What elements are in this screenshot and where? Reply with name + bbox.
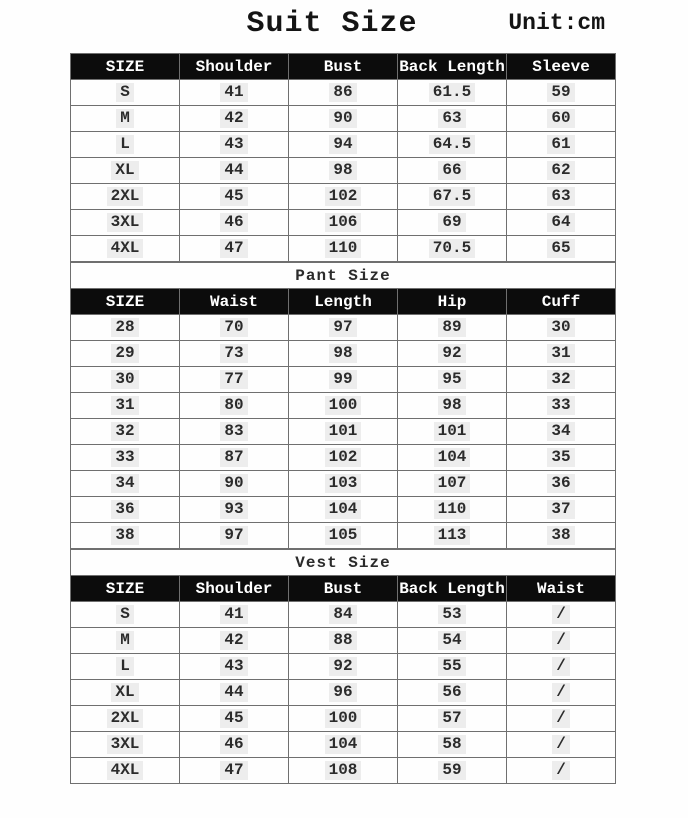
table-row — [71, 523, 616, 549]
cell-value: 46 — [220, 735, 247, 754]
cell — [398, 341, 507, 367]
cell-value: 73 — [220, 344, 247, 363]
cell — [71, 158, 180, 184]
table-row — [71, 158, 616, 184]
cell — [180, 523, 289, 549]
cell-value: 104 — [325, 500, 362, 519]
cell — [507, 732, 616, 758]
cell-value: / — [552, 657, 570, 676]
cell — [398, 106, 507, 132]
cell-value: 87 — [220, 448, 247, 467]
cell — [398, 758, 507, 784]
table-row — [71, 341, 616, 367]
table-row — [71, 80, 616, 106]
cell — [180, 419, 289, 445]
page-title: Suit Size — [246, 7, 418, 41]
cell — [289, 628, 398, 654]
cell-value: 41 — [220, 83, 247, 102]
cell — [71, 419, 180, 445]
cell — [289, 341, 398, 367]
cell-value: 92 — [329, 657, 356, 676]
cell — [180, 80, 289, 106]
cell-value: 57 — [438, 709, 465, 728]
cell-value: 42 — [220, 631, 247, 650]
cell — [180, 680, 289, 706]
cell — [180, 732, 289, 758]
cell-value: 88 — [329, 631, 356, 650]
column-header: Bust — [289, 54, 398, 80]
table-row — [71, 471, 616, 497]
cell — [71, 132, 180, 158]
table-title: Vest Size — [71, 550, 616, 576]
cell — [398, 132, 507, 158]
cell-value: 37 — [547, 500, 574, 519]
table-row — [71, 419, 616, 445]
cell-value: 86 — [329, 83, 356, 102]
cell-value: 80 — [220, 396, 247, 415]
column-header: Hip — [398, 289, 507, 315]
cell — [507, 236, 616, 262]
cell-value: 100 — [325, 709, 362, 728]
cell-value: 110 — [434, 500, 471, 519]
table-row — [71, 367, 616, 393]
cell-value: XL — [111, 161, 138, 180]
cell-value: / — [552, 605, 570, 624]
cell — [507, 158, 616, 184]
suit-size-table — [70, 53, 616, 262]
cell — [289, 419, 398, 445]
cell-value: 84 — [329, 605, 356, 624]
cell — [289, 132, 398, 158]
cell-value: 59 — [438, 761, 465, 780]
cell — [71, 236, 180, 262]
cell-value: 92 — [438, 344, 465, 363]
cell — [398, 393, 507, 419]
cell-value: 83 — [220, 422, 247, 441]
table-row — [71, 106, 616, 132]
cell-value: 105 — [325, 526, 362, 545]
cell-value: 97 — [329, 318, 356, 337]
cell-value: 41 — [220, 605, 247, 624]
cell-value: 95 — [438, 370, 465, 389]
cell — [289, 158, 398, 184]
cell-value: 64.5 — [429, 135, 475, 154]
column-header: Back Length — [398, 576, 507, 602]
column-header: Waist — [180, 289, 289, 315]
table-row — [71, 680, 616, 706]
cell — [71, 602, 180, 628]
cell — [507, 184, 616, 210]
cell-value: 58 — [438, 735, 465, 754]
cell — [507, 80, 616, 106]
tables-container — [70, 53, 616, 784]
cell-value: 110 — [325, 239, 362, 258]
cell-value: 60 — [547, 109, 574, 128]
cell-value: 63 — [438, 109, 465, 128]
cell-value: 94 — [329, 135, 356, 154]
cell — [507, 210, 616, 236]
cell-value: 32 — [111, 422, 138, 441]
cell — [180, 367, 289, 393]
column-header: SIZE — [71, 289, 180, 315]
cell — [398, 367, 507, 393]
cell — [71, 497, 180, 523]
cell-value: 35 — [547, 448, 574, 467]
cell — [71, 315, 180, 341]
cell-value: 43 — [220, 135, 247, 154]
cell-value: 63 — [547, 187, 574, 206]
cell-value: 36 — [111, 500, 138, 519]
cell — [398, 732, 507, 758]
cell — [398, 628, 507, 654]
cell-value: 62 — [547, 161, 574, 180]
cell — [289, 367, 398, 393]
header-row — [71, 54, 616, 80]
cell — [398, 315, 507, 341]
column-header: Length — [289, 289, 398, 315]
cell — [71, 210, 180, 236]
cell — [398, 654, 507, 680]
cell-value: 2XL — [107, 187, 144, 206]
cell — [507, 315, 616, 341]
page-header — [0, 0, 688, 53]
cell-value: 101 — [434, 422, 471, 441]
cell — [180, 706, 289, 732]
cell — [398, 419, 507, 445]
cell — [398, 706, 507, 732]
column-header: Shoulder — [180, 576, 289, 602]
cell-value: 29 — [111, 344, 138, 363]
cell-value: 38 — [111, 526, 138, 545]
column-header: Shoulder — [180, 54, 289, 80]
cell-value: / — [552, 683, 570, 702]
cell-value: 67.5 — [429, 187, 475, 206]
cell — [398, 445, 507, 471]
table-row — [71, 236, 616, 262]
cell-value: 46 — [220, 213, 247, 232]
cell-value: 69 — [438, 213, 465, 232]
table-row — [71, 654, 616, 680]
table-row — [71, 210, 616, 236]
cell-value: 44 — [220, 161, 247, 180]
cell-value: 106 — [325, 213, 362, 232]
cell — [289, 680, 398, 706]
cell — [507, 393, 616, 419]
cell-value: 101 — [325, 422, 362, 441]
cell-value: 36 — [547, 474, 574, 493]
cell-value: 89 — [438, 318, 465, 337]
table-row — [71, 628, 616, 654]
cell — [180, 654, 289, 680]
cell-value: 107 — [434, 474, 471, 493]
cell — [71, 523, 180, 549]
cell-value: 56 — [438, 683, 465, 702]
cell-value: M — [116, 109, 134, 128]
cell-value: 42 — [220, 109, 247, 128]
cell — [398, 158, 507, 184]
cell — [180, 184, 289, 210]
cell-value: 44 — [220, 683, 247, 702]
cell-value: 93 — [220, 500, 247, 519]
cell-value: XL — [111, 683, 138, 702]
cell-value: 45 — [220, 709, 247, 728]
cell-value: 33 — [111, 448, 138, 467]
cell — [71, 758, 180, 784]
cell — [507, 706, 616, 732]
cell-value: / — [552, 761, 570, 780]
cell — [398, 471, 507, 497]
cell — [180, 445, 289, 471]
cell-value: 34 — [547, 422, 574, 441]
cell-value: 4XL — [107, 761, 144, 780]
cell — [71, 106, 180, 132]
vest-size-table — [70, 549, 616, 784]
cell — [180, 341, 289, 367]
cell — [289, 523, 398, 549]
cell — [71, 367, 180, 393]
cell — [71, 732, 180, 758]
cell-value: 3XL — [107, 213, 144, 232]
cell — [289, 732, 398, 758]
table-title-row — [71, 263, 616, 289]
table-row — [71, 393, 616, 419]
cell — [398, 497, 507, 523]
cell-value: M — [116, 631, 134, 650]
cell-value: 103 — [325, 474, 362, 493]
cell — [507, 471, 616, 497]
table-row — [71, 315, 616, 341]
cell — [398, 523, 507, 549]
cell-value: 96 — [329, 683, 356, 702]
unit-label: Unit:cm — [508, 10, 605, 36]
cell-value: 77 — [220, 370, 247, 389]
cell-value: 43 — [220, 657, 247, 676]
cell-value: 108 — [325, 761, 362, 780]
cell-value: 53 — [438, 605, 465, 624]
cell-value: 2XL — [107, 709, 144, 728]
cell — [180, 236, 289, 262]
cell-value: / — [552, 709, 570, 728]
cell — [180, 497, 289, 523]
cell-value: 98 — [329, 161, 356, 180]
cell — [398, 184, 507, 210]
table-row — [71, 706, 616, 732]
cell — [180, 758, 289, 784]
cell — [507, 680, 616, 706]
cell — [289, 80, 398, 106]
cell-value: 61.5 — [429, 83, 475, 102]
cell-value: 97 — [220, 526, 247, 545]
cell — [507, 106, 616, 132]
cell-value: 99 — [329, 370, 356, 389]
cell-value: 59 — [547, 83, 574, 102]
cell — [71, 680, 180, 706]
table-row — [71, 445, 616, 471]
cell — [180, 315, 289, 341]
cell — [507, 758, 616, 784]
column-header: Back Length — [398, 54, 507, 80]
cell — [507, 341, 616, 367]
cell — [289, 315, 398, 341]
cell-value: L — [116, 135, 134, 154]
cell-value: S — [116, 605, 134, 624]
cell — [507, 497, 616, 523]
cell — [71, 445, 180, 471]
cell-value: 4XL — [107, 239, 144, 258]
table-title-row — [71, 550, 616, 576]
column-header: Bust — [289, 576, 398, 602]
table-row — [71, 758, 616, 784]
cell — [180, 602, 289, 628]
cell — [71, 471, 180, 497]
table-title: Pant Size — [71, 263, 616, 289]
cell — [289, 184, 398, 210]
cell — [180, 106, 289, 132]
cell-value: 65 — [547, 239, 574, 258]
cell — [289, 236, 398, 262]
cell-value: 28 — [111, 318, 138, 337]
cell-value: 104 — [434, 448, 471, 467]
cell-value: 64 — [547, 213, 574, 232]
cell-value: 38 — [547, 526, 574, 545]
cell-value: / — [552, 631, 570, 650]
cell — [180, 628, 289, 654]
cell — [289, 106, 398, 132]
cell — [180, 393, 289, 419]
cell — [289, 497, 398, 523]
cell-value: 54 — [438, 631, 465, 650]
cell — [71, 628, 180, 654]
cell-value: 102 — [325, 187, 362, 206]
cell-value: 66 — [438, 161, 465, 180]
cell-value: 102 — [325, 448, 362, 467]
cell-value: 3XL — [107, 735, 144, 754]
cell-value: 30 — [111, 370, 138, 389]
cell-value: S — [116, 83, 134, 102]
cell — [507, 628, 616, 654]
cell-value: 61 — [547, 135, 574, 154]
cell — [289, 445, 398, 471]
cell — [71, 80, 180, 106]
cell — [507, 132, 616, 158]
cell-value: / — [552, 735, 570, 754]
cell — [71, 706, 180, 732]
cell — [289, 654, 398, 680]
cell — [398, 236, 507, 262]
cell — [289, 602, 398, 628]
cell-value: 32 — [547, 370, 574, 389]
cell — [507, 419, 616, 445]
column-header: SIZE — [71, 576, 180, 602]
cell — [398, 210, 507, 236]
cell — [71, 341, 180, 367]
table-row — [71, 497, 616, 523]
cell — [180, 158, 289, 184]
cell — [398, 680, 507, 706]
cell-value: 47 — [220, 761, 247, 780]
cell — [507, 445, 616, 471]
cell-value: 98 — [438, 396, 465, 415]
table-row — [71, 732, 616, 758]
cell — [71, 393, 180, 419]
cell — [507, 367, 616, 393]
cell-value: 31 — [111, 396, 138, 415]
cell-value: 70 — [220, 318, 247, 337]
cell — [507, 654, 616, 680]
cell-value: 34 — [111, 474, 138, 493]
cell — [180, 471, 289, 497]
cell — [289, 706, 398, 732]
pant-size-table — [70, 262, 616, 549]
cell — [289, 210, 398, 236]
cell-value: 113 — [434, 526, 471, 545]
cell — [507, 602, 616, 628]
cell-value: 104 — [325, 735, 362, 754]
cell-value: 47 — [220, 239, 247, 258]
cell — [180, 132, 289, 158]
header-row — [71, 289, 616, 315]
cell — [398, 602, 507, 628]
cell — [71, 654, 180, 680]
cell — [289, 393, 398, 419]
column-header: Waist — [507, 576, 616, 602]
header-row — [71, 576, 616, 602]
column-header: SIZE — [71, 54, 180, 80]
column-header: Sleeve — [507, 54, 616, 80]
cell — [71, 184, 180, 210]
cell-value: 90 — [329, 109, 356, 128]
cell — [398, 80, 507, 106]
cell — [180, 210, 289, 236]
cell-value: 100 — [325, 396, 362, 415]
cell-value: 55 — [438, 657, 465, 676]
cell — [507, 523, 616, 549]
column-header: Cuff — [507, 289, 616, 315]
cell — [289, 471, 398, 497]
cell-value: 31 — [547, 344, 574, 363]
cell-value: L — [116, 657, 134, 676]
cell-value: 98 — [329, 344, 356, 363]
table-row — [71, 184, 616, 210]
table-row — [71, 602, 616, 628]
cell-value: 90 — [220, 474, 247, 493]
cell-value: 33 — [547, 396, 574, 415]
cell — [289, 758, 398, 784]
cell-value: 70.5 — [429, 239, 475, 258]
cell-value: 30 — [547, 318, 574, 337]
cell-value: 45 — [220, 187, 247, 206]
table-row — [71, 132, 616, 158]
